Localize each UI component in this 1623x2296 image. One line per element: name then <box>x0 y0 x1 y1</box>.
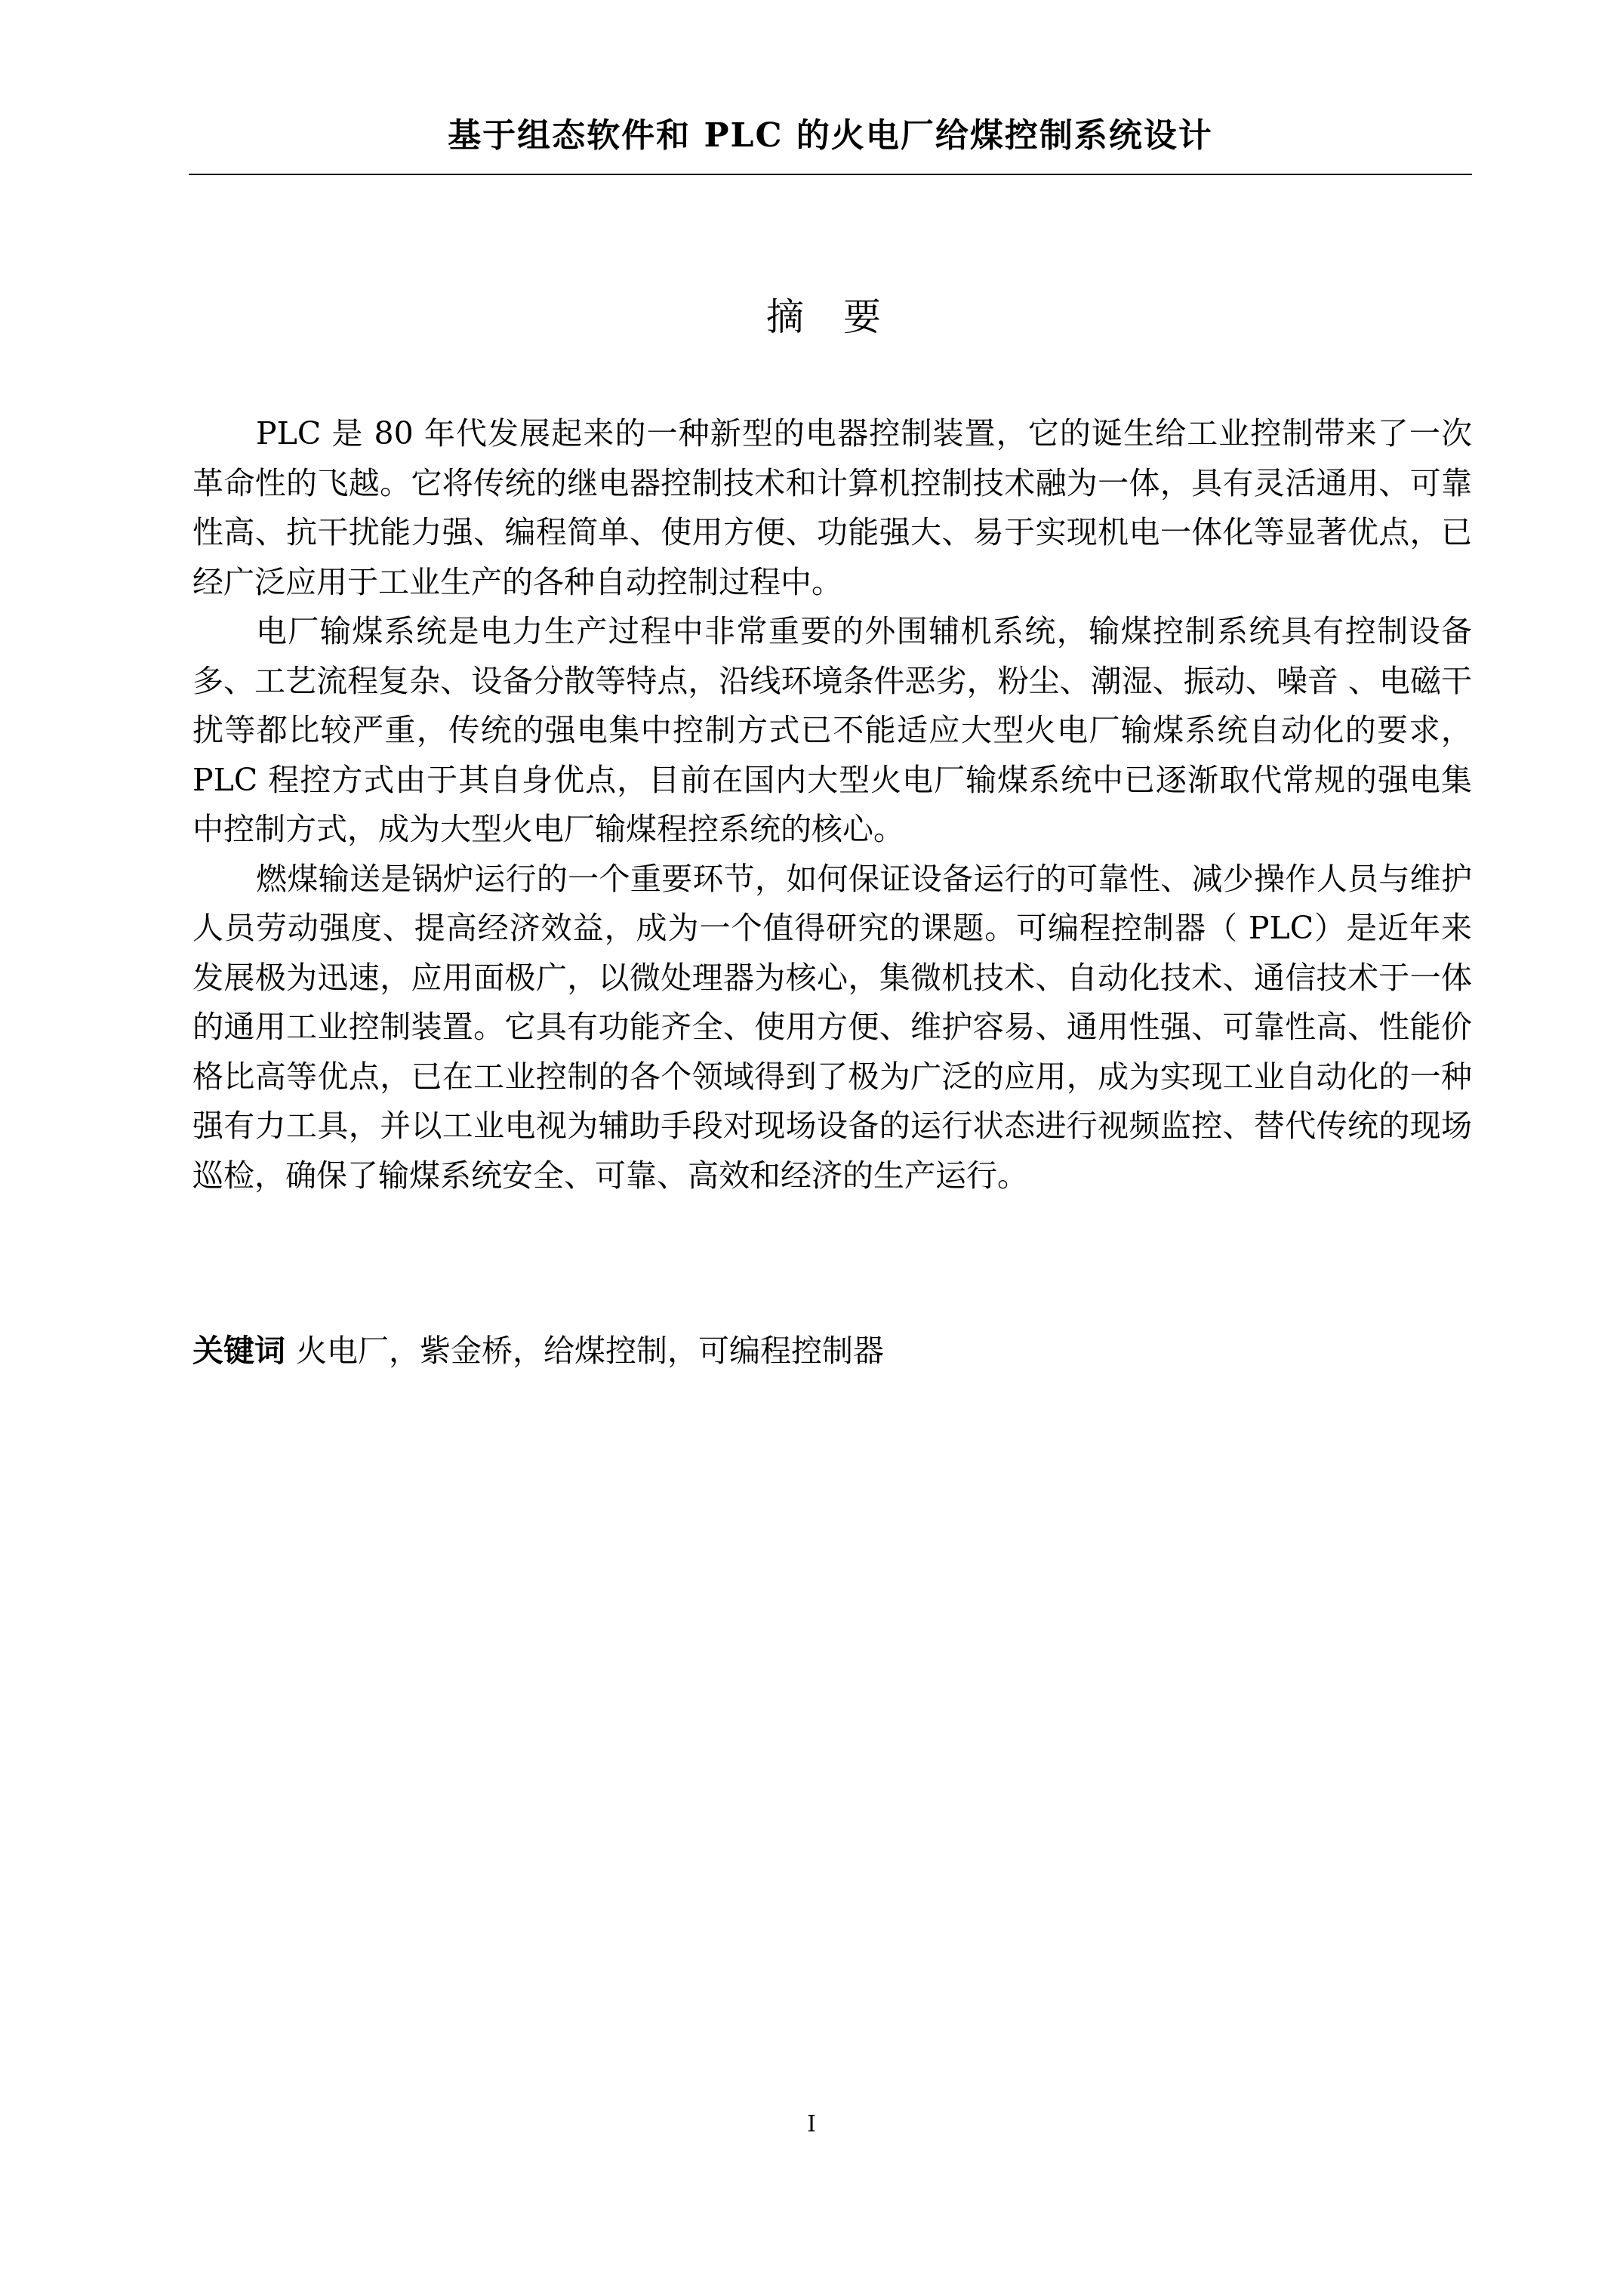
running-header: 基于组态软件和 PLC 的火电厂给煤控制系统设计 <box>448 116 1213 155</box>
abstract-paragraph-1: PLC 是 80 年代发展起来的一种新型的电器控制装置，它的诞生给工业控制带来了一次革命性的飞越。它将传统的继电器控制技术和计算机控制技术融为一体，具有灵活通用、可靠性高、抗干扰能力强、编程简单、使用方便、功能强大、易于实现机电一体化等显著优点，已经广泛应用于工业生产的各种自动控制过程中。 <box>192 415 1472 600</box>
page-number: I <box>807 2111 816 2137</box>
keywords-text: 火电厂，紫金桥，给煤控制，可编程控制器 <box>296 1333 884 1369</box>
abstract-paragraph-2: 电厂输煤系统是电力生产过程中非常重要的外围辅机系统，输煤控制系统具有控制设备多、工艺流程复杂、设备分散等特点，沿线环境条件恶劣，粉尘、潮湿、振动、噪音 、电磁干扰等都比较严重，传统的强电集中控制方式已不能适应大型火电厂输煤系统自动化的要求，PLC 程控方式由于其自身优点，目前在国内大型火电厂输煤系统中已逐渐取代常规的强电集中控制方式，成为大型火电厂输煤程控系统的核心。 <box>192 613 1472 847</box>
keywords-label: 关键词 <box>192 1333 285 1369</box>
abstract-body <box>192 409 1472 1200</box>
abstract-paragraph-3: 燃煤输送是锅炉运行的一个重要环节，如何保证设备运行的可靠性、减少操作人员与维护人员劳动强度、提高经济效益，成为一个值得研究的课题。可编程控制器（ PLC）是近年来发展极为迅速，应用面极广，以微处理器为核心，集微机技术、自动化技术、通信技术于一体的通用工业控制装置。它具有功能齐全、使用方便、维护容易、通用性强、可靠性高、性能价格比高等优点，已在工业控制的各个领域得到了极为广泛的应用，成为实现工业自动化的一种强有力工具，并以工业电视为辅助手段对现场设备的运行状态进行视频监控、替代传统的现场巡检，确保了输煤系统安全、可靠、高效和经济的生产运行。 <box>192 860 1472 1194</box>
header-rule <box>189 174 1472 175</box>
abstract-title: 摘 要 <box>766 295 895 339</box>
keywords-line <box>192 1327 1472 1376</box>
